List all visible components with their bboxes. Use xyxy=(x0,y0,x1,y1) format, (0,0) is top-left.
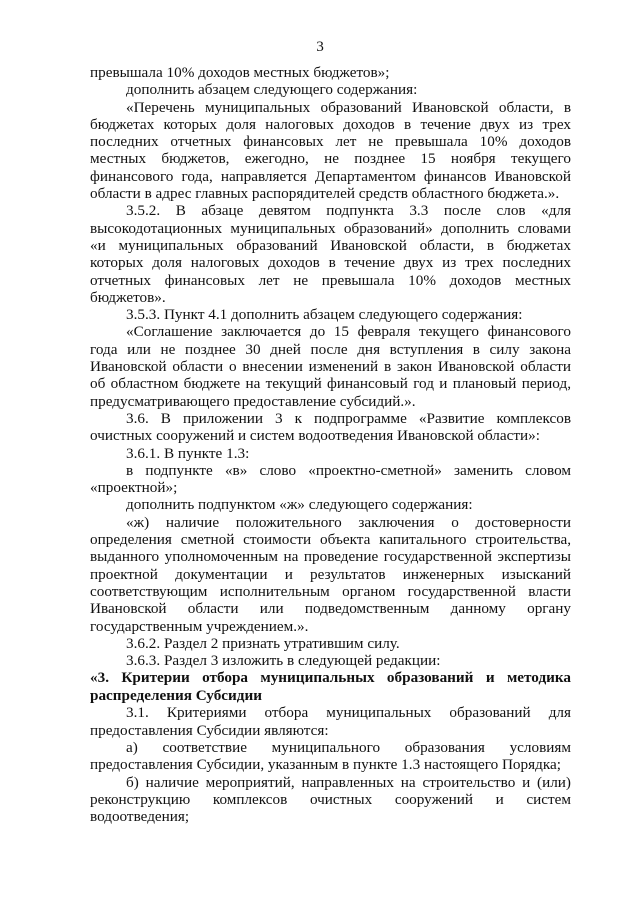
paragraph: 3.5.2. В абзаце девятом подпункта 3.3 после слов «для высокодотационных муниципальных образований» дополнить словами «и муниципальных образований Ивановской области, в бюджетах которых доля налоговых доходов в течение двух из трех последних отчетных финансовых лет не превышала 10% доходов местных бюджетов». xyxy=(90,202,571,306)
paragraph: 3.6.3. Раздел 3 изложить в следующей редакции: xyxy=(126,652,441,670)
paragraph: 3.1. Критериями отбора муниципальных образований для предоставления Субсидии являются: xyxy=(90,704,571,739)
paragraph: а) соответствие муниципального образования условиям предоставления Субсидии, указанным в пункте 1.3 настоящего Порядка; xyxy=(90,738,571,774)
paragraph: 3.6.2. Раздел 2 признать утратившим силу. xyxy=(126,634,400,652)
page-number: 3 xyxy=(316,38,324,55)
paragraph: дополнить подпунктом «ж» следующего содержания: xyxy=(126,496,473,514)
paragraph: 3.6. В приложении 3 к подпрограмме «Развитие комплексов очистных сооружений и систем водоотведения Ивановской области»: xyxy=(90,409,571,445)
paragraph: дополнить абзацем следующего содержания: xyxy=(126,81,418,99)
paragraphs-before-heading xyxy=(90,64,571,669)
paragraph: «Соглашение заключается до 15 февраля текущего финансового года или не позднее 30 дней после дня вступления в силу закона Ивановской области о внесении изменений в закон Ивановской области об областном бюджете на текущий финансовый год и плановый период, предусматривающего предоставление субсидий.». xyxy=(90,323,571,410)
paragraph: 3.5.3. Пункт 4.1 дополнить абзацем следующего содержания: xyxy=(126,306,523,324)
paragraph: в подпункте «в» слово «проектно-сметной» заменить словом «проектной»; xyxy=(90,461,571,497)
section-heading: «3. Критерии отбора муниципальных образований и методика распределения Субсидии xyxy=(90,669,571,704)
paragraph: б) наличие мероприятий, направленных на строительство и (или) реконструкцию комплексов очистных сооружений и систем водоотведения; xyxy=(90,773,571,826)
paragraph: «Перечень муниципальных образований Ивановской области, в бюджетах которых доля налоговых доходов в течение двух из трех последних отчетных финансовых лет не превышала 10% доходов местных бюджетов, ежегодно, не позднее 15 ноября текущего финансового года, направляется Департаментом финансов Ивановской области в адрес главных распорядителей средств областного бюджета.». xyxy=(90,98,571,203)
paragraph: превышала 10% доходов местных бюджетов»; xyxy=(90,64,390,81)
paragraph: 3.6.1. В пункте 1.3: xyxy=(126,444,250,462)
document-body xyxy=(90,64,571,825)
paragraph: «ж) наличие положительного заключения о достоверности определения сметной стоимости объекта капитального строительства, выданного уполномоченным на проведение государственной экспертизы проектной документации и результатов инженерных изысканий соответствующим исполнительным органом государственной власти Ивановской области или подведомственным данному органу государственным учреждением.». xyxy=(90,513,571,635)
paragraphs-after-heading xyxy=(90,704,571,825)
